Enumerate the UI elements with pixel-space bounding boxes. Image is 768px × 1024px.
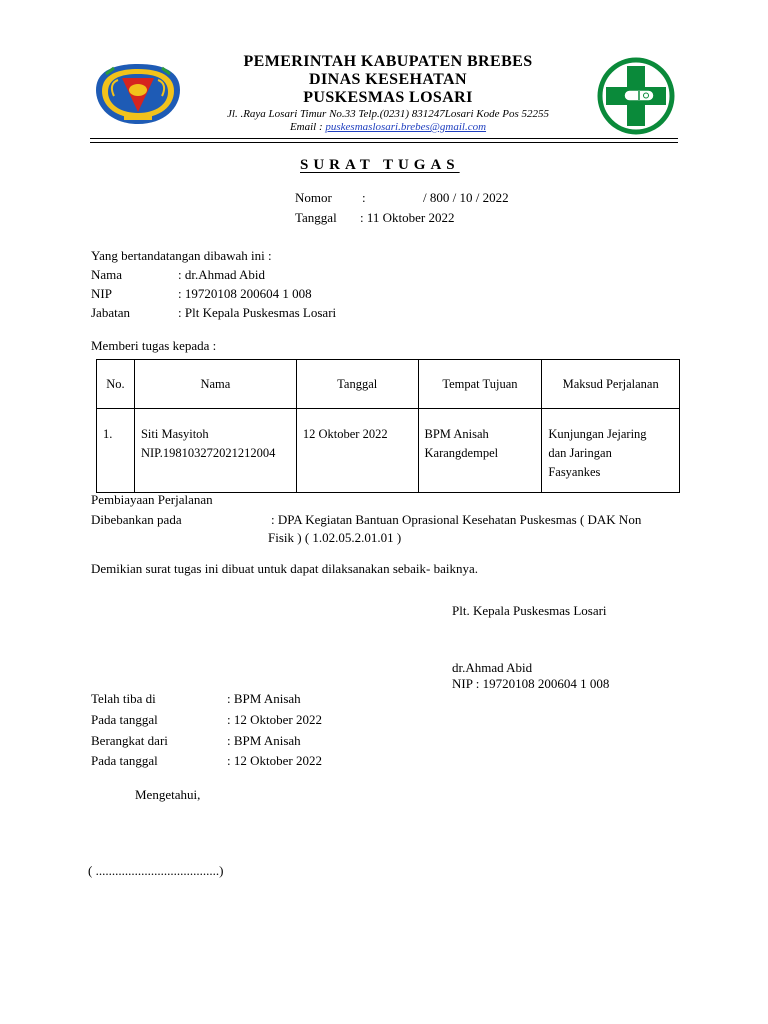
cell-maksud [542,409,680,493]
table-header-row [97,360,680,409]
nomor-label: Nomor [295,190,332,205]
header-tanggal: Tanggal [296,360,418,409]
signer-nip-label: NIP [91,286,112,301]
assignment-table [96,359,680,493]
tanggal-value: : 11 Oktober 2022 [360,210,455,225]
header-maksud-perjalanan: Maksud Perjalanan [542,360,680,409]
tanggal-label: Tanggal [295,210,337,225]
nomor-value: / 800 / 10 / 2022 [423,190,509,205]
arrival-value: : BPM Anisah [227,691,301,706]
header-address: Jl. .Raya Losari Timur No.33 Telp.(0231) 831247Losari Kode Pos 52255 [227,108,549,120]
cell-tanggal: 12 Oktober 2022 [296,409,418,493]
cell-tempat-line-2: Karangdempel [424,446,499,460]
table-row [97,409,680,493]
puskesmas-cross-icon [596,56,676,136]
arrival-label: Telah tiba di [91,691,156,706]
arrival-date-value: : 12 Oktober 2022 [227,712,322,727]
header-nama: Nama [134,360,296,409]
signer-name-label: Nama [91,267,123,282]
header-rule-thick [90,138,678,139]
document-title: SURAT TUGAS [300,157,460,173]
nomor-separator: : [362,190,366,205]
signer-name-value: : dr.Ahmad Abid [178,267,266,282]
signer-nip-value: : 19720108 200604 1 008 [178,286,312,301]
cell-tempat [418,409,542,493]
funding-label: Dibebankan pada [91,512,182,527]
blank-signature: ( ......................................) [88,863,224,878]
signature-position: Plt. Kepala Puskesmas Losari [452,603,607,618]
cell-no: 1. [97,409,135,493]
departure-date-label: Pada tanggal [91,753,158,768]
header-no: No. [97,360,135,409]
brebes-regency-emblem-icon [92,60,184,128]
header-tempat-tujuan: Tempat Tujuan [418,360,542,409]
email-link[interactable]: puskesmaslosari.brebes@gmail.com [325,121,487,133]
arrival-date-label: Pada tanggal [91,712,158,727]
cell-nama-name: Siti Masyitoh [140,427,209,441]
cell-maksud-line-1: Kunjungan Jejaring [548,427,647,441]
cell-maksud-line-2: dan Jaringan [548,446,612,460]
header-line-2: DINAS KESEHATAN [309,71,467,88]
header-line-1: PEMERINTAH KABUPATEN BREBES [243,53,533,70]
departure-date-value: : 12 Oktober 2022 [227,753,322,768]
header-rule-thin [90,142,678,143]
funding-value-line-1: : DPA Kegiatan Bantuan Oprasional Kesehatan Puskesmas ( DAK Non [271,512,642,527]
departure-label: Berangkat dari [91,733,168,748]
header-email-line [178,121,598,134]
email-label: Email : [289,121,326,133]
assign-label: Memberi tugas kepada : [91,338,217,353]
cell-tempat-line-1: BPM Anisah [424,427,489,441]
funding-value-line-2: Fisik ) ( 1.02.05.2.01.01 ) [268,530,402,545]
signer-jabatan-value: : Plt Kepala Puskesmas Losari [178,305,337,320]
closing-text: Demikian surat tugas ini dibuat untuk dapat dilaksanakan sebaik- baiknya. [91,561,479,576]
cell-nama [134,409,296,493]
funding-heading: Pembiayaan Perjalanan [91,492,213,507]
departure-value: : BPM Anisah [227,733,301,748]
intro-text: Yang bertandatangan dibawah ini : [91,248,272,263]
signature-name: dr.Ahmad Abid [452,660,533,675]
acknowledge-text: Mengetahui, [135,787,201,802]
header-line-3: PUSKESMAS LOSARI [303,89,473,106]
signer-jabatan-label: Jabatan [91,305,130,320]
cell-nama-nip: NIP.198103272021212004 [140,446,276,460]
signature-nip: NIP : 19720108 200604 1 008 [452,676,610,691]
cell-maksud-line-3: Fasyankes [548,465,601,479]
